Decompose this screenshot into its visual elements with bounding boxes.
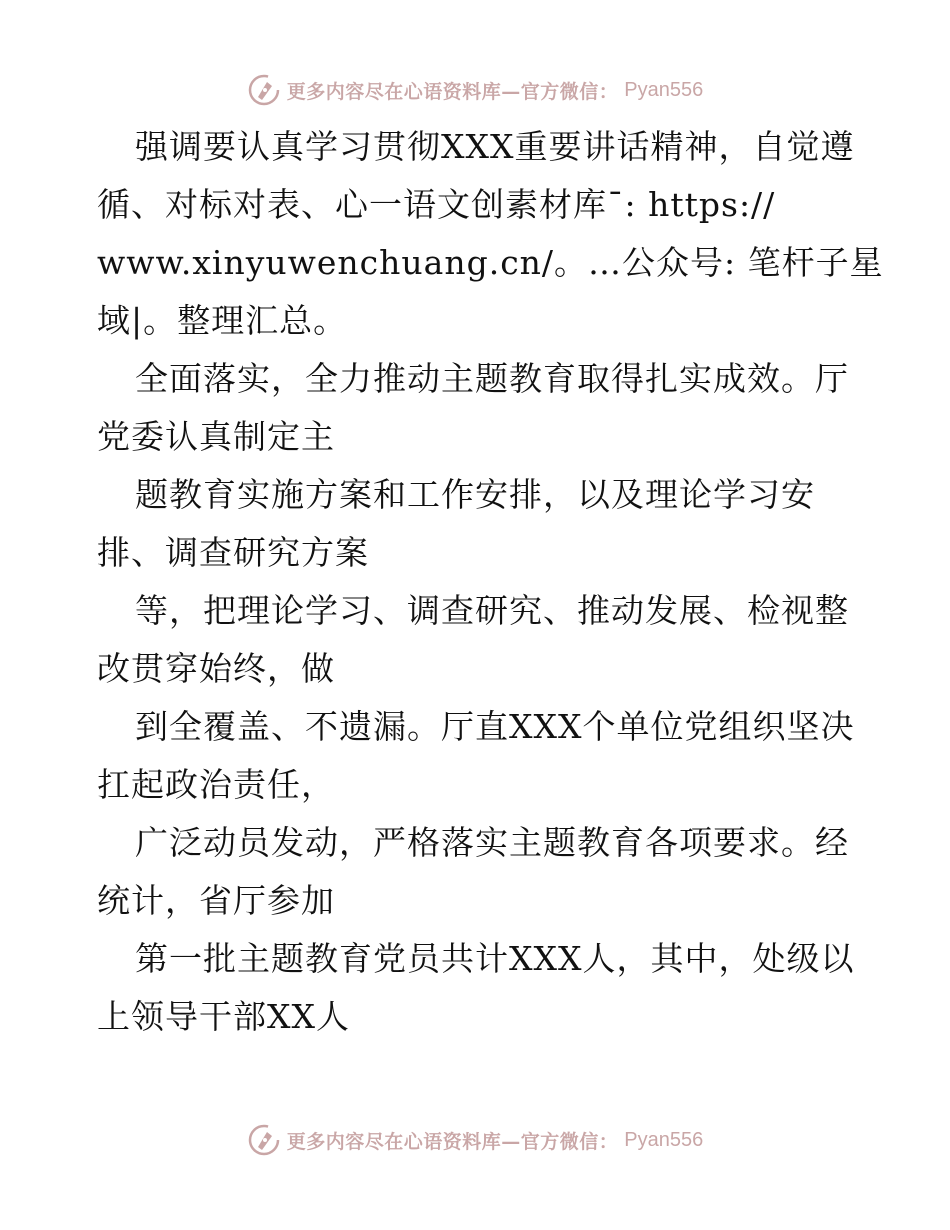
- text-line: 等，把理论学习、调查研究、推动发展、检视整: [135, 591, 849, 630]
- text-line: 排、调查研究方案: [97, 533, 369, 572]
- wechat-id: Pyan556: [624, 78, 704, 101]
- banner-text: 更多内容尽在心语资料库—官方微信：: [286, 1130, 619, 1153]
- text-line: 广泛动员发动，严格落实主题教育各项要求。经: [135, 823, 849, 862]
- text-line: www.xinyuwenchuang.cn/。…公众号: 笔杆子星: [97, 243, 884, 282]
- text-line: 域|。整理汇总。: [97, 301, 348, 340]
- banner-text: 更多内容尽在心语资料库—官方微信：: [286, 80, 619, 103]
- text-line: 改贯穿始终，做: [97, 649, 335, 688]
- footer-banner: [0, 1120, 950, 1160]
- header-banner: [0, 70, 950, 110]
- text-line: 到全覆盖、不遗漏。厅直XXX个单位党组织坚决: [135, 707, 855, 746]
- text-line: 统计，省厅参加: [97, 881, 335, 920]
- text-line: 上领导干部XX人: [97, 997, 350, 1036]
- text-line: 全面落实，全力推动主题教育取得扎实成效。厅: [135, 359, 849, 398]
- text-line: 循、对标对表、心一语文创素材库¯: https://: [97, 185, 776, 224]
- pen-nib-logo-icon: [247, 1123, 281, 1157]
- text-line: 强调要认真学习贯彻XXX重要讲话精神，自觉遵: [135, 127, 855, 166]
- text-line: 题教育实施方案和工作安排，以及理论学习安: [135, 475, 815, 514]
- pen-nib-logo-icon: [247, 73, 281, 107]
- text-line: 第一批主题教育党员共计XXX人，其中，处级以: [135, 939, 855, 978]
- wechat-id: Pyan556: [624, 1128, 704, 1151]
- text-line: 党委认真制定主: [97, 417, 335, 456]
- text-line: 扛起政治责任，: [97, 765, 335, 804]
